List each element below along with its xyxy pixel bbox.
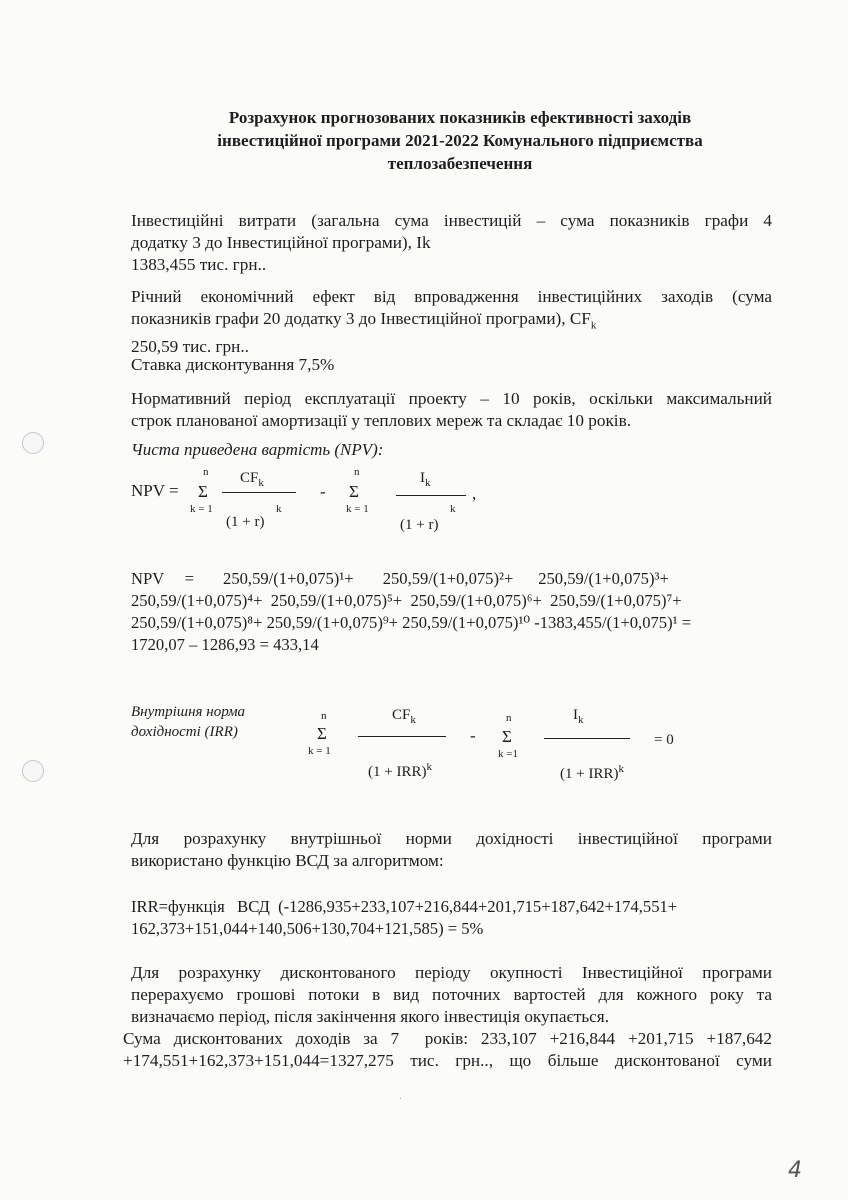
period-line-2: строк планованої амортизації у теплових мереж та складає 10 років. <box>131 411 631 430</box>
payback-paragraph <box>123 962 772 1072</box>
irr-calc-line-2: 162,373+151,044+140,506+130,704+121,585) = 5% <box>131 919 484 938</box>
title-line-1: Розрахунок прогнозованих показників ефективності заходів <box>228 108 692 127</box>
payback-line-5: +174,551+162,373+151,044=1327,275 тис. грн.., що більше дисконтованої суми <box>123 1051 772 1070</box>
payback-line-4: Сума дисконтованих доходів за 7 років: 233,107 +216,844 +201,715 +187,642 <box>123 1029 772 1048</box>
npv-sum2-lower: k = 1 <box>346 503 369 515</box>
npv-minus: - <box>320 482 326 501</box>
irr-sum1-lower: k = 1 <box>308 745 331 757</box>
irr-sum2-upper: n <box>506 712 512 724</box>
punch-hole-top <box>22 432 44 454</box>
discount-rate-text: Ставка дисконтування 7,5% <box>131 355 335 374</box>
npv-calc-line-3: 250,59/(1+0,075)⁸+ 250,59/(1+0,075)⁹+ 250,59/(1+0,075)¹⁰ -1383,455/(1+0,075)¹ = <box>131 613 692 632</box>
irr-denominator-1-main: (1 + IRR) <box>368 764 427 780</box>
irr-rhs: = 0 <box>654 732 674 748</box>
annual-effect-line-1: Річний економічний ефект від впровадження інвестиційних заходів (сума <box>131 287 772 306</box>
irr-numerator-2-main: I <box>573 707 578 723</box>
title-line-2: інвестиційної програми 2021-2022 Комунального підприємства <box>217 131 703 150</box>
payback-line-1: Для розрахунку дисконтованого періоду окупності Інвестиційної програми <box>131 963 772 982</box>
period-line-1: Нормативний період експлуатації проекту – 10 років, оскільки максимальний <box>131 389 772 408</box>
irr-text-line-1: Для розрахунку внутрішньої норми дохідності інвестиційної програми <box>131 829 772 848</box>
irr-fraction-line-2 <box>544 738 630 739</box>
npv-exp-1: k <box>276 503 282 515</box>
npv-sum1-lower: k = 1 <box>190 503 213 515</box>
irr-label-line-1: Внутрішня норма <box>131 704 246 720</box>
npv-calculation <box>131 568 772 656</box>
npv-sum1-sigma: Σ <box>198 482 208 501</box>
irr-minus: - <box>470 726 476 745</box>
title-line-3: теплозабезпечення <box>387 154 533 173</box>
investment-costs-line-1: Інвестиційні витрати (загальна сума інвестицій – сума показників графи 4 <box>131 211 772 230</box>
irr-numerator-1 <box>392 707 416 726</box>
npv-comma: , <box>472 484 477 503</box>
irr-denominator-2 <box>560 763 624 783</box>
npv-fraction-line-1 <box>222 492 296 493</box>
irr-denominator-2-exp: k <box>618 763 624 775</box>
annual-effect-line-2-text: показників графи 20 додатку 3 до Інвестиційної програми), CF <box>131 309 591 328</box>
irr-numerator-1-sub: k <box>410 714 416 726</box>
irr-calculation <box>131 896 772 940</box>
period-paragraph <box>131 388 772 432</box>
irr-numerator-2-sub: k <box>578 714 584 726</box>
irr-sum2-sigma: Σ <box>502 727 512 746</box>
npv-numerator-1 <box>240 470 264 489</box>
npv-heading: Чиста приведена вартість (NPV): <box>131 440 384 459</box>
irr-numerator-2 <box>573 707 584 726</box>
investment-costs-value: 1383,455 тис. грн.. <box>131 255 267 274</box>
irr-denominator-1-exp: k <box>426 761 432 773</box>
irr-sum2-lower: k =1 <box>498 748 518 760</box>
annual-effect-line-2 <box>131 308 772 336</box>
page-number: 4 <box>788 1158 802 1183</box>
npv-denominator-2: (1 + r) <box>400 517 439 533</box>
annual-effect-value: 250,59 тис. грн.. <box>131 337 249 357</box>
npv-numerator-2 <box>420 470 431 489</box>
npv-sum1-upper: n <box>203 466 209 478</box>
annual-effect-paragraph <box>131 286 772 358</box>
npv-fraction-line-2 <box>396 495 466 496</box>
punch-hole-bottom <box>22 760 44 782</box>
payback-line-3: визначаємо період, після закінчення якого інвестиція окупається. <box>131 1007 610 1026</box>
irr-sum1-sigma: Σ <box>317 724 327 743</box>
npv-calc-line-2: 250,59/(1+0,075)⁴+ 250,59/(1+0,075)⁵+ 250,59/(1+0,075)⁶+ 250,59/(1+0,075)⁷+ <box>131 591 682 610</box>
irr-calc-line-1: IRR=функція ВСД (-1286,935+233,107+216,844+201,715+187,642+174,551+ <box>131 897 678 916</box>
irr-sum1-upper: n <box>321 710 327 722</box>
npv-numerator-2-main: I <box>420 470 425 486</box>
npv-sum2-upper: n <box>354 466 360 478</box>
npv-lhs: NPV = <box>131 481 179 500</box>
investment-costs-line-2: додатку 3 до Інвестиційної програми), Ik <box>131 233 431 252</box>
irr-numerator-1-main: CF <box>392 707 411 723</box>
npv-numerator-1-main: CF <box>240 470 259 486</box>
irr-fraction-line-1 <box>358 736 446 737</box>
npv-calc-line-4: 1720,07 – 1286,93 = 433,14 <box>131 635 319 654</box>
annual-effect-line-2-sub: k <box>590 319 597 332</box>
npv-numerator-2-sub: k <box>425 477 431 489</box>
npv-numerator-1-sub: k <box>258 477 264 489</box>
npv-denominator-1: (1 + r) <box>226 514 265 530</box>
scan-speck <box>400 1098 401 1099</box>
npv-exp-2: k <box>450 503 456 515</box>
payback-line-2: перерахуємо грошові потоки в вид поточних вартостей для кожного року та <box>131 985 772 1004</box>
npv-calc-line-1: NPV = 250,59/(1+0,075)¹+ 250,59/(1+0,075)²+ 250,59/(1+0,075)³+ <box>131 569 669 588</box>
irr-text-paragraph <box>131 828 772 872</box>
irr-denominator-1 <box>368 761 432 781</box>
irr-denominator-2-main: (1 + IRR) <box>560 766 619 782</box>
irr-label-line-2: дохідності (IRR) <box>131 724 238 740</box>
investment-costs-paragraph <box>131 210 772 276</box>
document-title <box>150 106 770 175</box>
npv-sum2-sigma: Σ <box>349 482 359 501</box>
irr-text-line-2: використано функцію ВСД за алгоритмом: <box>131 851 444 870</box>
